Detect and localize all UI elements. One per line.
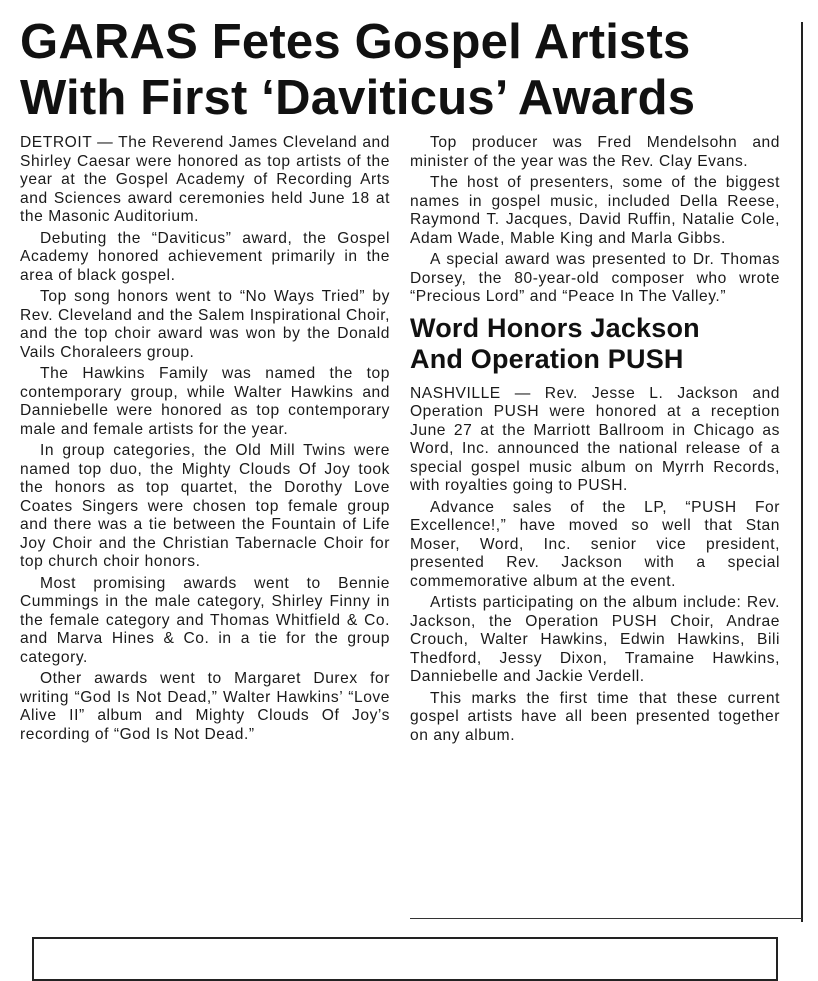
column-end-rule (410, 918, 802, 919)
article-paragraph: The host of presenters, some of the biggest names in gospel music, included Della Reese, Raymond T. Jacques, David Ruffin, Natalie Cole, Adam Wade, Mable King and Marla Gibbs. (410, 174, 780, 247)
article-column-right (410, 134, 780, 748)
article-column-left (20, 134, 390, 747)
article-paragraph: Other awards went to Margaret Durex for writing “God Is Not Dead,” Walter Hawkins’ “Love Alive II” album and Mighty Clouds Of Joy’s recording of “God Is Not Dead.” (20, 670, 390, 743)
column-rule (801, 22, 803, 922)
article-paragraph: Artists participating on the album include: Rev. Jackson, the Operation PUSH Choir, Andrae Crouch, Walter Hawkins, Edwin Hawkins, Bili Thedford, Jessy Dixon, Tramaine Hawkins, Danniebelle and Jackie Verdell. (410, 594, 780, 685)
subheadline-line-1: Word Honors Jackson (410, 312, 700, 343)
headline (20, 14, 795, 126)
article-paragraph: A special award was presented to Dr. Thomas Dorsey, the 80-year-old composer who wrote “Precious Lord” and “Peace In The Valley.” (410, 251, 780, 305)
article-paragraph: This marks the first time that these current gospel artists have all been presented together on any album. (410, 689, 780, 744)
article-paragraph: The Hawkins Family was named the top contemporary group, while Walter Hawkins and Danniebelle were honored as top contemporary male and female artists for the year. (20, 365, 390, 438)
headline-line-1: GARAS Fetes Gospel Artists (20, 15, 691, 69)
subheadline (410, 313, 780, 375)
article-paragraph: Most promising awards went to Bennie Cummings in the male category, Shirley Finny in the female category and Thomas Whitfield & Co. and Marva Hines & Co. in a tie for the group category. (20, 574, 390, 666)
article-paragraph: In group categories, the Old Mill Twins were named top duo, the Mighty Clouds Of Joy took the honors as top quartet, the Dorothy Love Coates Singers were chosen top female group and there was a tie between the Fountain of Life Joy Choir and the Christian Tabernacle Choir for top church choir honors. (20, 442, 390, 570)
article-paragraph: Top producer was Fred Mendelsohn and minister of the year was the Rev. Clay Evans. (410, 134, 780, 170)
article-paragraph: Advance sales of the LP, “PUSH For Excellence!,” have moved so well that Stan Moser, Word, Inc. senior vice president, presented Rev. Jackson with a special commemorative album at the event. (410, 498, 780, 590)
article-paragraph: DETROIT — The Reverend James Cleveland and Shirley Caesar were honored as top artists of the year at the Gospel Academy of Recording Arts and Sciences award ceremonies held June 18 at the Masonic Auditorium. (20, 134, 390, 225)
article-paragraph: Top song honors went to “No Ways Tried” by Rev. Cleveland and the Salem Inspirational Choir, and the top choir award was won by the Donald Vails Choraleers group. (20, 288, 390, 361)
subheadline-line-2: And Operation PUSH (410, 343, 684, 374)
article-paragraph: Debuting the “Daviticus” award, the Gospel Academy honored achievement primarily in the area of black gospel. (20, 229, 390, 284)
article-paragraph: NASHVILLE — Rev. Jesse L. Jackson and Operation PUSH were honored at a reception June 27 at the Marriott Ballroom in Chicago as Word, Inc. announced the national release of a special gospel music album on Myrrh Records, with royalties going to PUSH. (410, 384, 780, 494)
headline-line-2: With First ‘Daviticus’ Awards (20, 71, 696, 125)
next-item-box (32, 937, 778, 981)
